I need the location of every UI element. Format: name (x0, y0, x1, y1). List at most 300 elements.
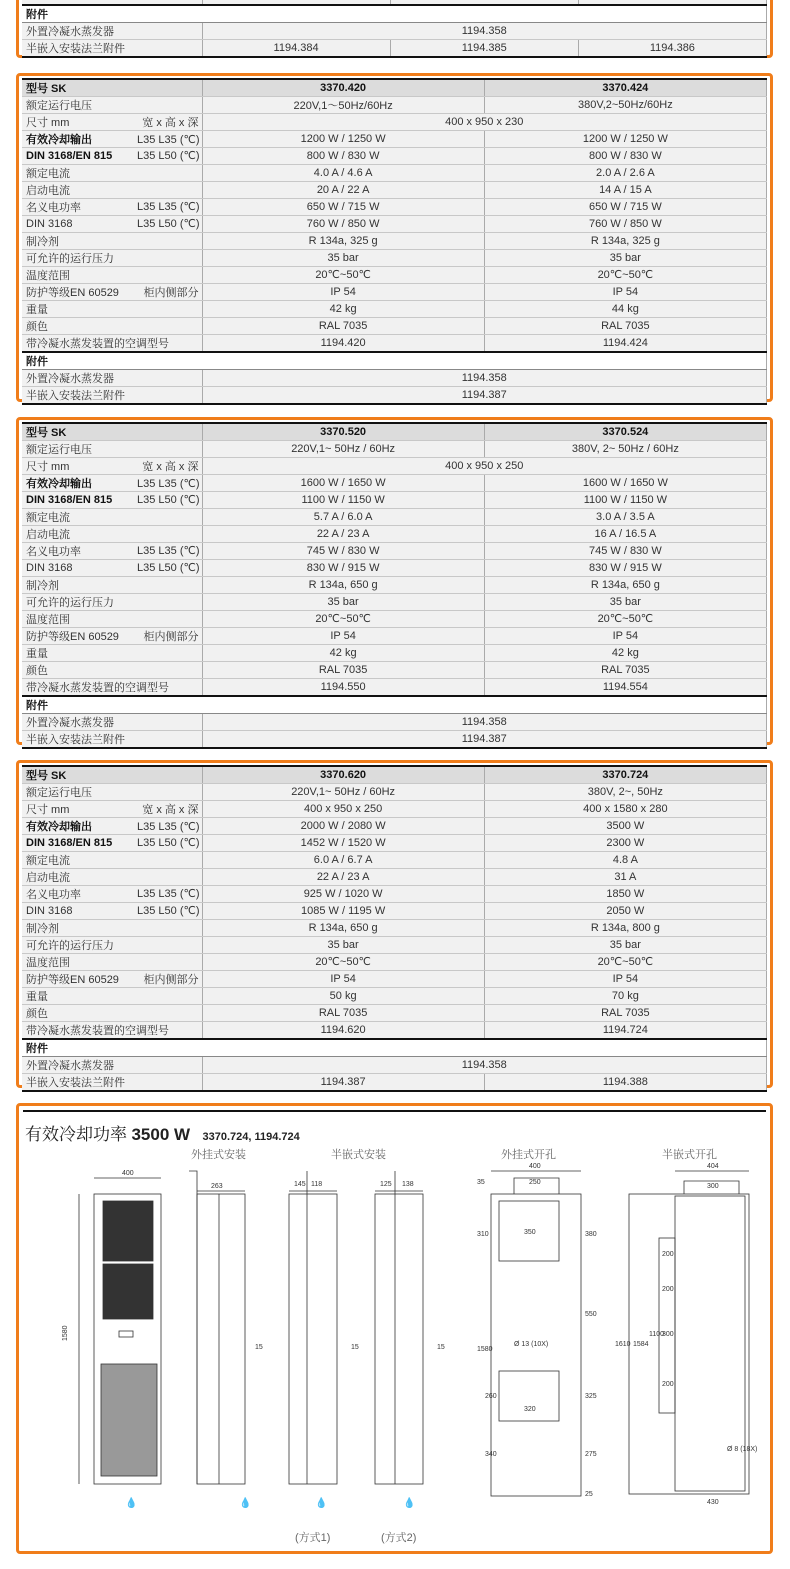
row-value: 35 bar (484, 593, 766, 610)
row-value: 1600 W / 1650 W (202, 475, 484, 492)
row-sublabel: 宽 x 高 x 深 (133, 114, 202, 131)
view-label-external: 外挂式安装 (191, 1149, 246, 1161)
dim-label: 400 (529, 1163, 541, 1170)
evaporator-value: 1194.358 (202, 23, 767, 40)
spec-table-panel-2 (16, 417, 773, 745)
method1-label: (方式1) (295, 1532, 331, 1544)
row-value: 44 kg (484, 300, 766, 317)
spec-row-current (22, 508, 767, 525)
row-sublabel: L35 L50 (℃) (133, 148, 202, 165)
row-value: 745 W / 830 W (484, 542, 766, 559)
flange-label: 半嵌入安装法兰附件 (22, 40, 202, 58)
row-label: 可允许的运行压力 (22, 249, 202, 266)
row-label: 启动电流 (22, 181, 202, 198)
dim-label: 125 (380, 1181, 392, 1188)
spec-row-evaporator (22, 369, 767, 386)
row-value: 1194.387 (202, 1073, 484, 1091)
row-value: RAL 7035 (202, 661, 484, 678)
spec-row-color (22, 661, 767, 678)
row-value: 3370.520 (202, 423, 484, 441)
technical-drawing (19, 1106, 770, 1551)
dim-label: 15 (351, 1344, 359, 1351)
row-label: 带冷凝水蒸发装置的空调型号 (22, 678, 202, 696)
row-value: 3370.424 (484, 79, 766, 97)
front-view (62, 1170, 161, 1509)
row-label: 名义电功率 (22, 198, 133, 215)
row-value: IP 54 (202, 627, 484, 644)
row-value: 1100 W / 1150 W (202, 492, 484, 509)
row-value: 35 bar (202, 936, 484, 953)
spec-row-power2 (22, 902, 767, 919)
row-label: 名义电功率 (22, 542, 133, 559)
row-label: 防护等级EN 60529 (22, 627, 133, 644)
row-label: DIN 3168/EN 815 (22, 492, 133, 509)
spec-row-current (22, 851, 767, 868)
row-value: 650 W / 715 W (202, 198, 484, 215)
spec-row-cooling2 (22, 835, 767, 852)
dim-label: 550 (585, 1311, 597, 1318)
row-label: 防护等级EN 60529 (22, 283, 133, 300)
dim-label: Ø 8 (18X) (727, 1446, 758, 1453)
spec-row-color (22, 317, 767, 334)
row-label: 温度范围 (22, 610, 202, 627)
row-value: RAL 7035 (202, 317, 484, 334)
row-sublabel: L35 L35 (℃) (133, 131, 202, 148)
spec-row-pressure (22, 249, 767, 266)
spec-row-current (22, 164, 767, 181)
spec-row-start-current (22, 181, 767, 198)
row-value: 650 W / 715 W (484, 198, 766, 215)
row-label: 重量 (22, 644, 202, 661)
row-value: 830 W / 915 W (484, 559, 766, 576)
spec-row-temp (22, 610, 767, 627)
spec-row-flange (22, 730, 767, 748)
flange-value: 1194.385 (390, 40, 578, 58)
row-value: 1200 W / 1250 W (484, 131, 766, 148)
row-value: 830 W / 915 W (202, 559, 484, 576)
row-label: 名义电功率 (22, 885, 133, 902)
dim-label: 340 (485, 1451, 497, 1458)
spec-row-flange (22, 386, 767, 404)
dim-label: 325 (585, 1393, 597, 1400)
spec-table (22, 765, 767, 1092)
row-value: R 134a, 650 g (484, 576, 766, 593)
row-label: 尺寸 mm (22, 114, 133, 131)
dim-label: 380 (585, 1231, 597, 1238)
dim-label: 1580 (477, 1346, 493, 1353)
dim-label: 200 (662, 1286, 674, 1293)
row-value: 800 W / 830 W (202, 148, 484, 165)
row-value: 3370.524 (484, 423, 766, 441)
dim-label: Ø 13 (10X) (514, 1341, 549, 1348)
row-value: 35 bar (202, 593, 484, 610)
side-view-external (189, 1171, 263, 1509)
spec-row-temp (22, 266, 767, 283)
row-value: 800 W / 830 W (484, 148, 766, 165)
row-label: 型号 SK (22, 423, 202, 441)
row-value: RAL 7035 (484, 317, 766, 334)
row-value: 3370.620 (202, 766, 484, 784)
spec-row-accessories (22, 696, 767, 714)
row-label: DIN 3168 (22, 559, 133, 576)
row-label: 带冷凝水蒸发装置的空调型号 (22, 334, 202, 352)
row-value: 50 kg (202, 987, 484, 1004)
partial-spec-table (16, 0, 773, 58)
row-value: 4.8 A (484, 851, 766, 868)
row-label: DIN 3168 (22, 902, 133, 919)
spec-row-weight (22, 300, 767, 317)
row-sublabel: L35 L35 (℃) (133, 542, 202, 559)
external-cutout-view (477, 1163, 597, 1498)
svg-text:💧: 💧 (125, 1498, 138, 1509)
row-value: 380V, 2~ 50Hz / 60Hz (484, 441, 766, 458)
row-value: 1194.358 (202, 369, 767, 386)
row-sublabel: L35 L50 (℃) (133, 835, 202, 852)
row-sublabel: 宽 x 高 x 深 (133, 801, 202, 818)
spec-row-power2 (22, 559, 767, 576)
dim-label: 1100 (649, 1331, 665, 1338)
row-value: 1100 W / 1150 W (484, 492, 766, 509)
row-value: 31 A (484, 868, 766, 885)
flange-value: 1194.386 (578, 40, 766, 58)
row-label: 外置冷凝水蒸发器 (22, 369, 202, 386)
row-label: 半嵌入安装法兰附件 (22, 1073, 202, 1091)
spec-row-refrigerant (22, 919, 767, 936)
spec-row-flange (22, 1073, 767, 1091)
row-label: DIN 3168 (22, 215, 133, 232)
spec-row-model (22, 766, 767, 784)
svg-text:💧: 💧 (403, 1498, 416, 1509)
spec-row-temp (22, 953, 767, 970)
dim-label: 260 (485, 1393, 497, 1400)
svg-text:💧: 💧 (315, 1498, 328, 1509)
spec-row-start-current (22, 868, 767, 885)
spec-row-ac-model (22, 1021, 767, 1039)
row-value: 2000 W / 2080 W (202, 818, 484, 835)
row-sublabel: L35 L35 (℃) (133, 818, 202, 835)
row-label: 颜色 (22, 1004, 202, 1021)
row-value: 400 x 950 x 250 (202, 801, 484, 818)
accessories-heading: 附件 (22, 5, 767, 23)
row-sublabel: 柜内侧部分 (133, 283, 202, 300)
row-value: 6.0 A / 6.7 A (202, 851, 484, 868)
row-value: 1194.724 (484, 1021, 766, 1039)
svg-text:💧: 💧 (239, 1498, 252, 1509)
row-value: 3370.724 (484, 766, 766, 784)
spec-row-model (22, 79, 767, 97)
row-value: RAL 7035 (484, 1004, 766, 1021)
dim-label: 275 (585, 1451, 597, 1458)
row-label: 额定电流 (22, 164, 202, 181)
row-value: 1194.550 (202, 678, 484, 696)
row-label: 型号 SK (22, 79, 202, 97)
spec-row-size (22, 801, 767, 818)
spec-row-cooling1 (22, 818, 767, 835)
row-value: 70 kg (484, 987, 766, 1004)
row-label: 启动电流 (22, 525, 202, 542)
dim-label: 15 (437, 1344, 445, 1351)
spec-row-weight (22, 987, 767, 1004)
row-sublabel: 柜内侧部分 (133, 627, 202, 644)
dim-label: 35 (477, 1179, 485, 1186)
row-label: 额定运行电压 (22, 97, 202, 114)
row-value: 22 A / 23 A (202, 525, 484, 542)
row-label: 有效冷却输出 (22, 131, 133, 148)
row-value: 3370.420 (202, 79, 484, 97)
row-value: 42 kg (202, 300, 484, 317)
dim-label: 200 (662, 1381, 674, 1388)
dim-label: 350 (524, 1229, 536, 1236)
spec-row-start-current (22, 525, 767, 542)
row-value: 22 A / 23 A (202, 868, 484, 885)
row-label: 外置冷凝水蒸发器 (22, 1056, 202, 1073)
dim-label: 404 (707, 1163, 719, 1170)
dim-label: 145 (294, 1181, 306, 1188)
dim-label: 300 (662, 1331, 674, 1338)
spec-row-cooling1 (22, 131, 767, 148)
spec-row-voltage (22, 441, 767, 458)
spec-row-cooling2 (22, 492, 767, 509)
row-value: IP 54 (202, 970, 484, 987)
row-value: 20℃~50℃ (202, 266, 484, 283)
row-value: 760 W / 850 W (202, 215, 484, 232)
spec-row-evaporator (22, 713, 767, 730)
row-label: 额定运行电压 (22, 784, 202, 801)
row-value: 1194.387 (202, 730, 767, 748)
dim-label: 263 (211, 1183, 223, 1190)
spec-row-size (22, 114, 767, 131)
row-value: 42 kg (202, 644, 484, 661)
spec-row-size (22, 458, 767, 475)
row-value: 1194.620 (202, 1021, 484, 1039)
row-value: 1194.554 (484, 678, 766, 696)
row-value: 35 bar (484, 936, 766, 953)
row-value: IP 54 (202, 283, 484, 300)
row-label: 附件 (22, 1039, 767, 1057)
row-sublabel: L35 L50 (℃) (133, 492, 202, 509)
spec-row-weight (22, 644, 767, 661)
row-value: 220V,1~ 50Hz / 60Hz (202, 441, 484, 458)
row-label: 可允许的运行压力 (22, 936, 202, 953)
row-label: DIN 3168/EN 815 (22, 835, 133, 852)
row-label: 颜色 (22, 661, 202, 678)
row-label: 启动电流 (22, 868, 202, 885)
row-value: 380V,2~50Hz/60Hz (484, 97, 766, 114)
spec-row-cooling1 (22, 475, 767, 492)
row-value: 1200 W / 1250 W (202, 131, 484, 148)
row-value: 1085 W / 1195 W (202, 902, 484, 919)
row-value: 2.0 A / 2.6 A (484, 164, 766, 181)
row-label: 有效冷却输出 (22, 475, 133, 492)
spec-row-accessories (22, 352, 767, 370)
row-label: 制冷剂 (22, 576, 202, 593)
row-value: IP 54 (484, 627, 766, 644)
row-value: 4.0 A / 4.6 A (202, 164, 484, 181)
dim-label: 300 (707, 1183, 719, 1190)
dim-label: 1610 (615, 1341, 631, 1348)
spec-row-ac-model (22, 678, 767, 696)
row-sublabel: L35 L35 (℃) (133, 885, 202, 902)
dim-label: 250 (529, 1179, 541, 1186)
row-value: 35 bar (202, 249, 484, 266)
row-value: 1850 W (484, 885, 766, 902)
spec-row-protection (22, 627, 767, 644)
view-label-external-cutout: 外挂式开孔 (501, 1149, 556, 1161)
row-label: 额定电流 (22, 508, 202, 525)
row-value: R 134a, 325 g (484, 232, 766, 249)
row-value: 400 x 1580 x 280 (484, 801, 766, 818)
drawing-title-text: 有效冷却功率 (25, 1125, 127, 1144)
row-label: 附件 (22, 696, 767, 714)
row-label: 带冷凝水蒸发装置的空调型号 (22, 1021, 202, 1039)
flange-value: 1194.384 (202, 40, 390, 58)
side-view-semi-2 (375, 1171, 445, 1509)
dim-label: 15 (255, 1344, 263, 1351)
row-label: 制冷剂 (22, 232, 202, 249)
row-value: RAL 7035 (202, 1004, 484, 1021)
spec-table (22, 422, 767, 749)
row-value: 925 W / 1020 W (202, 885, 484, 902)
row-value: R 134a, 800 g (484, 919, 766, 936)
spec-row-evaporator (22, 1056, 767, 1073)
spec-row-refrigerant (22, 576, 767, 593)
row-label: 半嵌入安装法兰附件 (22, 730, 202, 748)
row-sublabel: L35 L50 (℃) (133, 215, 202, 232)
dim-label: 1580 (62, 1325, 69, 1341)
row-sublabel: L35 L50 (℃) (133, 559, 202, 576)
spec-row-pressure (22, 593, 767, 610)
row-value: 1452 W / 1520 W (202, 835, 484, 852)
row-value: 1194.358 (202, 713, 767, 730)
spec-row-protection (22, 970, 767, 987)
dim-label: 118 (311, 1181, 323, 1188)
row-value: 5.7 A / 6.0 A (202, 508, 484, 525)
row-value: 3500 W (484, 818, 766, 835)
spec-row-voltage (22, 97, 767, 114)
spec-row-pressure (22, 936, 767, 953)
spec-row-model (22, 423, 767, 441)
drawing-models: 3370.724, 1194.724 (202, 1131, 300, 1143)
row-value: 745 W / 830 W (202, 542, 484, 559)
row-value: 20℃~50℃ (202, 610, 484, 627)
row-value: 760 W / 850 W (484, 215, 766, 232)
row-label: DIN 3168/EN 815 (22, 148, 133, 165)
row-label: 额定电流 (22, 851, 202, 868)
row-value: 20℃~50℃ (484, 610, 766, 627)
row-value: IP 54 (484, 970, 766, 987)
spec-row-refrigerant (22, 232, 767, 249)
row-label: 颜色 (22, 317, 202, 334)
row-value: R 134a, 325 g (202, 232, 484, 249)
row-value: 3.0 A / 3.5 A (484, 508, 766, 525)
row-value: 1194.388 (484, 1073, 766, 1091)
spec-row-power1 (22, 885, 767, 902)
dim-label: 1584 (633, 1341, 649, 1348)
spec-row-color (22, 1004, 767, 1021)
spec-row-ac-model (22, 334, 767, 352)
dim-label: 320 (524, 1406, 536, 1413)
row-value: 400 x 950 x 250 (202, 458, 767, 475)
drawing-power: 3500 W (131, 1125, 191, 1144)
row-label: 温度范围 (22, 266, 202, 283)
row-value: 2300 W (484, 835, 766, 852)
row-value: 16 A / 16.5 A (484, 525, 766, 542)
method2-label: (方式2) (381, 1532, 417, 1544)
row-value: 42 kg (484, 644, 766, 661)
row-sublabel: 柜内侧部分 (133, 970, 202, 987)
view-label-semi: 半嵌式安装 (331, 1149, 386, 1161)
row-label: 外置冷凝水蒸发器 (22, 713, 202, 730)
row-value: R 134a, 650 g (202, 919, 484, 936)
row-value: 35 bar (484, 249, 766, 266)
dim-label: 138 (402, 1181, 414, 1188)
row-sublabel: 宽 x 高 x 深 (133, 458, 202, 475)
row-sublabel: L35 L35 (℃) (133, 475, 202, 492)
row-label: 有效冷却输出 (22, 818, 133, 835)
dim-label: 25 (585, 1491, 593, 1498)
row-value: R 134a, 650 g (202, 576, 484, 593)
row-label: 额定运行电压 (22, 441, 202, 458)
row-label: 防护等级EN 60529 (22, 970, 133, 987)
row-label: 尺寸 mm (22, 458, 133, 475)
spec-row-accessories (22, 1039, 767, 1057)
side-view-semi-1 (289, 1171, 359, 1509)
row-value: 380V, 2~, 50Hz (484, 784, 766, 801)
row-value: RAL 7035 (484, 661, 766, 678)
dim-label: 310 (477, 1231, 489, 1238)
row-value: 20 A / 22 A (202, 181, 484, 198)
spec-row-power1 (22, 198, 767, 215)
row-label: 型号 SK (22, 766, 202, 784)
row-value: 220V,1~ 50Hz / 60Hz (202, 784, 484, 801)
row-value: 20℃~50℃ (484, 266, 766, 283)
view-label-semi-cutout: 半嵌式开孔 (662, 1149, 717, 1161)
evaporator-label: 外置冷凝水蒸发器 (22, 23, 202, 40)
row-value: 1194.358 (202, 1056, 767, 1073)
row-value: 2050 W (484, 902, 766, 919)
spec-row-voltage (22, 784, 767, 801)
row-value: 20℃~50℃ (484, 953, 766, 970)
row-value: 1194.387 (202, 386, 767, 404)
dimension-drawing-panel (16, 1103, 773, 1554)
row-sublabel: L35 L50 (℃) (133, 902, 202, 919)
row-value: 1194.420 (202, 334, 484, 352)
row-label: 尺寸 mm (22, 801, 133, 818)
spec-row-cooling2 (22, 148, 767, 165)
spec-table (22, 78, 767, 405)
row-value: IP 54 (484, 283, 766, 300)
dim-label: 400 (122, 1170, 134, 1177)
spec-row-power2 (22, 215, 767, 232)
row-label: 制冷剂 (22, 919, 202, 936)
spec-row-power1 (22, 542, 767, 559)
row-label: 可允许的运行压力 (22, 593, 202, 610)
row-value: 220V,1～50Hz/60Hz (202, 97, 484, 114)
row-label: 重量 (22, 987, 202, 1004)
row-value: 1600 W / 1650 W (484, 475, 766, 492)
row-value: 20℃~50℃ (202, 953, 484, 970)
dim-label: 430 (707, 1499, 719, 1506)
spec-row-protection (22, 283, 767, 300)
dim-label: 200 (662, 1251, 674, 1258)
semi-cutout-view (615, 1163, 757, 1506)
row-label: 温度范围 (22, 953, 202, 970)
row-label: 半嵌入安装法兰附件 (22, 386, 202, 404)
row-value: 400 x 950 x 230 (202, 114, 767, 131)
row-sublabel: L35 L35 (℃) (133, 198, 202, 215)
row-value: 1194.424 (484, 334, 766, 352)
row-label: 重量 (22, 300, 202, 317)
